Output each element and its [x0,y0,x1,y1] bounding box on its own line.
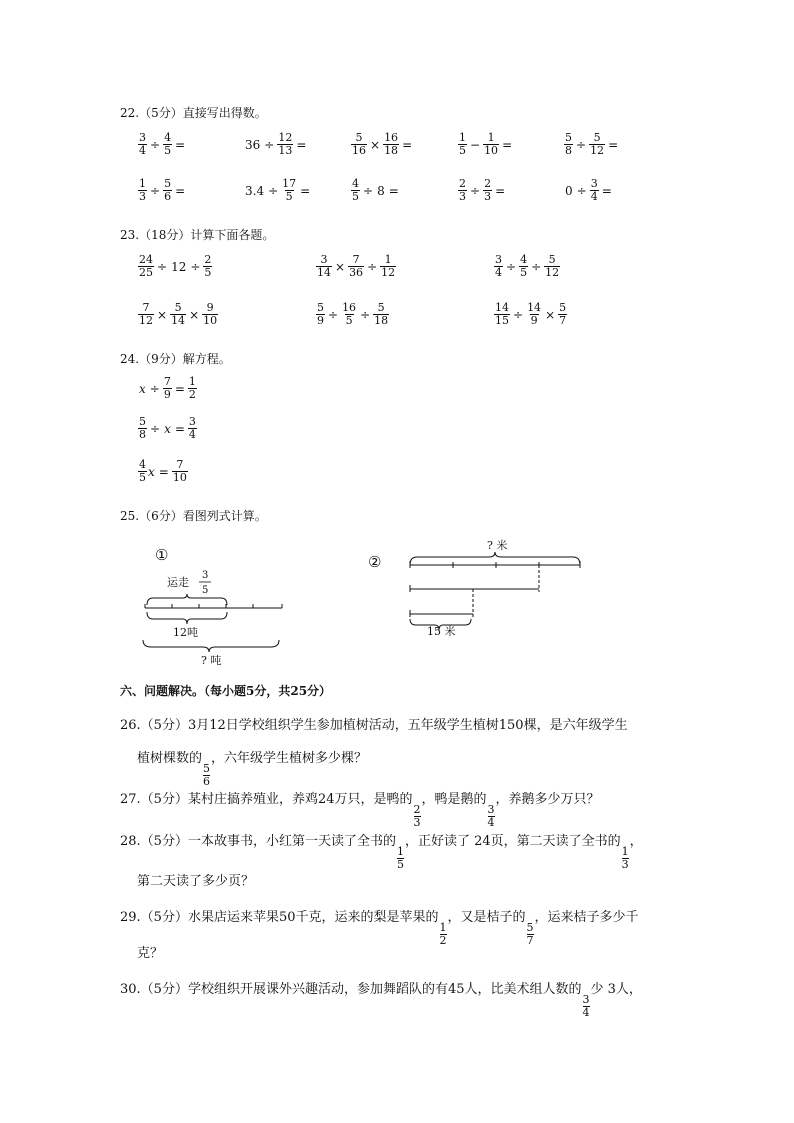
operator-1: ÷ [157,259,168,274]
whole-number: 8 [377,183,385,198]
q29-line2: 克？ [137,946,164,961]
fig1-frac-den: 5 [202,585,209,596]
fig1-frac-num: 3 [202,570,209,581]
variable-x: x [139,381,146,396]
figure-1 [135,540,295,670]
fraction-2: $\frac{4}{5}$ [520,253,528,279]
equals-sign: = [502,137,513,152]
whole-number: 36 [245,137,261,152]
fig1-label-unknown: ? 吨 [201,654,222,667]
q27-fraction-2: $\frac{3}{4}$ [487,803,495,829]
q23-expression-e1 [137,254,213,279]
fraction-right: $\frac{3}{4}$ [590,177,598,203]
fraction-3: $\frac{1}{12}$ [381,253,396,279]
q23-expression-e4 [137,302,219,327]
operator: ÷ [470,183,481,198]
operator-2: ÷ [367,259,378,274]
fraction-1: $\frac{14}{15}$ [495,301,509,327]
q22-expression [350,132,414,157]
fraction-1: $\frac{5}{9}$ [317,301,324,327]
operator-1: ÷ [513,307,524,322]
operator: ÷ [363,183,374,198]
fraction-left: $\frac{2}{3}$ [459,177,466,203]
fraction-right: $\frac{17}{5}$ [282,177,297,203]
fraction-right: $\frac{5}{12}$ [590,131,605,157]
operator-2: ÷ [360,307,371,322]
operator: ÷ [264,137,275,152]
q28-line2: 第二天读了多少页？ [137,874,255,889]
q24-equation-eq2 [137,416,198,441]
q30-line1: 30.（5分）学校组织开展课外兴趣活动，参加舞蹈队的有45人，比美术组人数的 $\frac{3}{4}$ 少 3人， [120,982,642,1019]
fraction-1: $\frac{7}{12}$ [139,301,153,327]
q24-heading: 24.（9分）解方程。 [120,352,231,366]
operator: × [370,137,381,152]
q23-expression-e6 [493,302,568,327]
fraction-1: $\frac{24}{25}$ [139,253,153,279]
operator: ÷ [268,183,279,198]
fraction-right: $\frac{16}{18}$ [384,131,399,157]
whole-number: 0 [565,183,573,198]
fraction-left: $\frac{1}{5}$ [459,131,466,157]
q28-fraction-1: $\frac{1}{5}$ [396,845,404,871]
operator: ÷ [150,137,161,152]
q26-text-a: 植树棵数的 [137,751,203,766]
fraction-1: $\frac{7}{9}$ [163,375,171,401]
variable-x: x [164,421,171,436]
fig2-marker: ② [368,553,382,571]
equals-sign: = [158,464,169,479]
fraction-3: $\frac{9}{10}$ [203,301,218,327]
equals-sign: = [388,183,399,198]
equals-sign: = [402,137,413,152]
q22-expression [457,178,507,203]
operator: − [470,137,481,152]
operator-1: ÷ [506,259,517,274]
q23-expression-e5 [315,302,390,327]
fraction-3: $\frac{5}{12}$ [545,253,560,279]
fraction-right: $\frac{4}{5}$ [164,131,172,157]
operator-2: × [189,307,200,322]
q22-expression [243,178,312,203]
fig1-label-moved: 运走 [167,576,189,589]
q26-fraction: $\frac{5}{6}$ [203,762,211,788]
variable-x: x [148,464,155,479]
operator: ÷ [149,381,160,396]
operator-1: × [335,259,346,274]
whole-number: 3.4 [245,183,265,198]
q25-heading: 25.（6分）看图列式计算。 [120,509,267,523]
figure-2 [365,535,590,645]
fraction-2: $\frac{7}{36}$ [349,253,364,279]
q29-fraction-1: $\frac{1}{2}$ [439,921,447,947]
fig1-label-total: 12吨 [173,626,198,639]
fraction-3: $\frac{5}{7}$ [559,301,567,327]
fraction-2: $\frac{1}{2}$ [188,375,196,401]
fraction-left: $\frac{5}{8}$ [565,131,572,157]
q22-expression [563,132,620,157]
whole-number: 12 [171,259,187,274]
fraction-3: $\frac{2}{5}$ [204,253,212,279]
q29-line1: 29.（5分）水果店运来苹果50千克，运来的梨是苹果的 $\frac{1}{2}$ ，又是桔子的 $\frac{5}{7}$ ，运来桔子多少千 [120,910,639,947]
q23-expression-e2 [315,254,397,279]
fraction-2: $\frac{16}{5}$ [342,301,357,327]
equals-sign: = [175,137,186,152]
fraction-right: $\frac{1}{10}$ [484,131,499,157]
q30-fraction-1: $\frac{3}{4}$ [582,993,590,1019]
q22-expression [563,178,614,203]
fraction-1: $\frac{5}{8}$ [139,415,146,441]
operator: ÷ [150,421,161,436]
q22-expression [350,178,401,203]
operator-1: × [157,307,168,322]
operator-2: × [545,307,556,322]
operator-2: ÷ [531,259,542,274]
equals-sign: = [174,421,185,436]
fraction-2: $\frac{14}{9}$ [527,301,542,327]
equals-sign: = [175,183,186,198]
fig2-label-top: ? 米 [487,539,508,552]
q23-expression-e3 [493,254,561,279]
q27-fraction-1: $\frac{2}{3}$ [413,803,421,829]
fraction-2: $\frac{5}{14}$ [171,301,186,327]
equals-sign: = [296,137,307,152]
fraction-1: $\frac{4}{5}$ [139,458,146,484]
fraction-right: $\frac{12}{13}$ [278,131,293,157]
equals-sign: = [300,183,311,198]
q24-equation-eq3 [137,459,189,484]
fraction-right: $\frac{2}{3}$ [484,177,492,203]
fraction-2: $\frac{7}{10}$ [172,458,187,484]
fraction-3: $\frac{5}{18}$ [374,301,389,327]
q28-fraction-2: $\frac{1}{3}$ [621,845,629,871]
fraction-1: $\frac{3}{4}$ [495,253,502,279]
fig2-label-bottom: 15 米 [427,625,456,638]
q26-line2 [137,747,367,788]
q22-heading: 22.（5分）直接写出得数。 [120,106,267,120]
operator: ÷ [150,183,161,198]
q26-text-b: ，六年级学生植树多少棵？ [211,751,368,766]
q22-expression [457,132,514,157]
fig1-marker: ① [155,546,169,564]
equals-sign: = [495,183,506,198]
operator: ÷ [576,137,587,152]
operator: ÷ [576,183,587,198]
fraction-left: $\frac{1}{3}$ [139,177,146,203]
equals-sign: = [174,381,185,396]
q28-line1: 28.（5分）一本故事书，小红第一天读了全书的 $\frac{1}{5}$ ，正好读了 24页，第二天读了全书的 $\frac{1}{3}$ ， [120,834,643,871]
fraction-2: $\frac{3}{4}$ [188,415,196,441]
operator-1: ÷ [328,307,339,322]
operator-2: ÷ [190,259,201,274]
q22-expression [243,132,308,157]
equals-sign: = [601,183,612,198]
q29-fraction-2: $\frac{5}{7}$ [526,921,534,947]
q26-line1: 26.（5分）3月12日学校组织学生参加植树活动，五年级学生植树150棵，是六年级学生 [120,718,628,733]
q23-heading: 23.（18分）计算下面各题。 [120,228,275,242]
fraction-left: $\frac{5}{16}$ [352,131,366,157]
fraction-1: $\frac{3}{14}$ [317,253,331,279]
fraction-right: $\frac{5}{6}$ [164,177,172,203]
fraction-left: $\frac{4}{5}$ [352,177,359,203]
q27-line1: 27.（5分）某村庄搞养殖业，养鸡24万只，是鸭的 $\frac{2}{3}$ ，鸭是鹅的 $\frac{3}{4}$ ，养鹅多少万只？ [120,792,600,829]
q22-expression [137,132,187,157]
equals-sign: = [608,137,619,152]
q22-expression [137,178,187,203]
fraction-left: $\frac{3}{4}$ [139,131,146,157]
q24-equation-eq1 [137,376,198,401]
section6-heading: 六、问题解决。（每小题5分，共25分） [120,684,332,698]
